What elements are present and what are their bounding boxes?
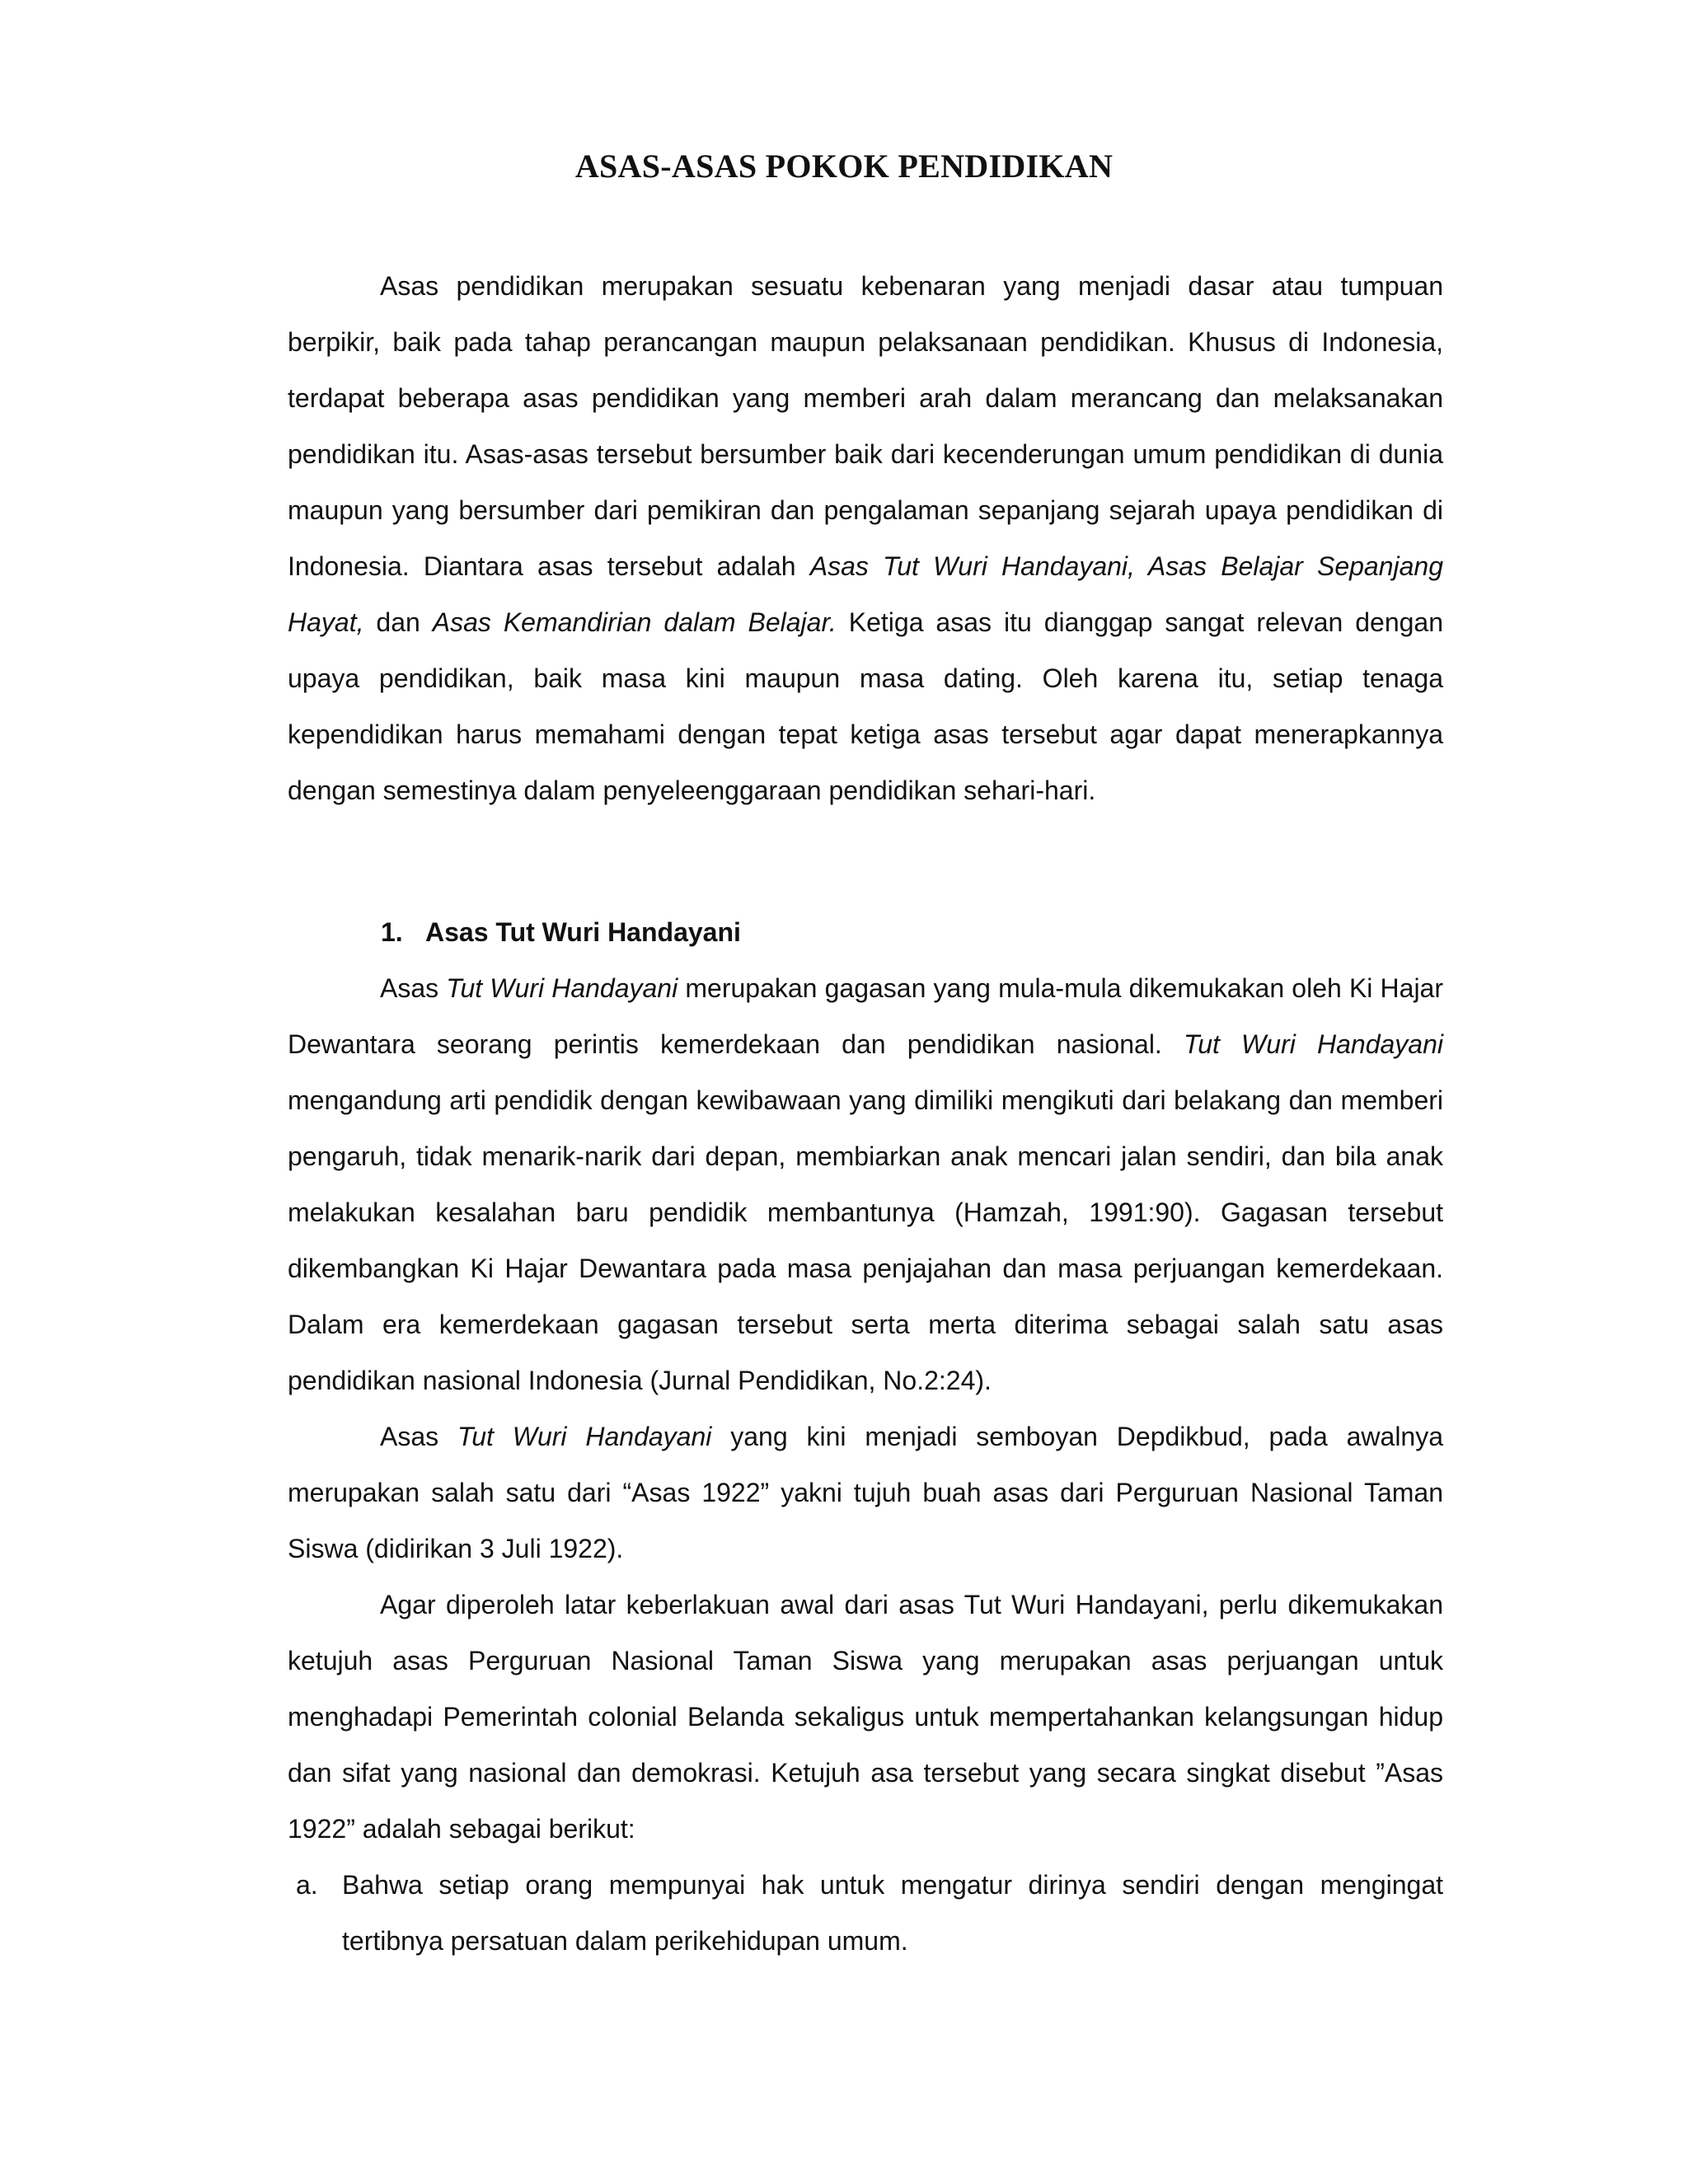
section1-paragraph-1 <box>288 960 1443 1408</box>
section1-paragraph-2 <box>288 1408 1443 1577</box>
intro-paragraph <box>288 258 1443 818</box>
section-number: 1. <box>381 917 403 947</box>
intro-italic-asas-list: Asas Tut Wuri Handayani, Asas Belajar Sepanjang Hayat, <box>288 551 1444 637</box>
section-heading <box>381 904 741 960</box>
intro-text-b: dan <box>363 607 433 637</box>
intro-italic-kemandirian: Asas Kemandirian dalam Belajar. <box>432 607 837 637</box>
list-item-text: Bahwa setiap orang mempunyai hak untuk mengatur dirinya sendiri dengan mengingat tertibnya persatuan dalam perikehidupan umum. <box>342 1870 1443 1956</box>
s1p2-italic-1: Tut Wuri Handayani <box>457 1422 712 1451</box>
s1p1-text-a: Asas <box>380 973 447 1003</box>
s1p2-text-b: yang kini menjadi semboyan Depdikbud, pada awalnya merupakan salah satu dari “Asas 1922” yakni tujuh buah asas dari Perguruan Nasional Taman Siswa (didirikan 3 Juli 1922). <box>288 1422 1444 1563</box>
document-title: ASAS-ASAS POKOK PENDIDIKAN <box>574 148 1114 185</box>
s1p1-text-b: merupakan gagasan yang mula-mula dikemukakan oleh Ki Hajar Dewantara seorang perintis kemerdekaan dan pendidikan nasional. <box>288 973 1444 1059</box>
s1p1-italic-2: Tut Wuri Handayani <box>1184 1029 1444 1059</box>
list-item <box>288 1857 1443 1969</box>
intro-section <box>288 258 1443 818</box>
section1-paragraph-3: Agar diperoleh latar keberlakuan awal dari asas Tut Wuri Handayani, perlu dikemukakan ketujuh asas Perguruan Nasional Taman Siswa yang merupakan asas perjuangan untuk menghadapi Pemerintah colonial Belanda sekaligus untuk mempertahankan kelangsungan hidup dan sifat yang nasional dan demokrasi. Ketujuh asa tersebut yang secara singkat disebut ”Asas 1922” adalah sebagai berikut: <box>288 1590 1443 1844</box>
s1p1-italic-1: Tut Wuri Handayani <box>446 973 678 1003</box>
intro-text-a: Asas pendidikan merupakan sesuatu kebenaran yang menjadi dasar atau tumpuan berpikir, baik pada tahap perancangan maupun pelaksanaan pendidikan. Khusus di Indonesia, terdapat beberapa asas pendidikan yang memberi arah dalam merancang dan melaksanakan pendidikan itu. Asas-asas tersebut bersumber baik dari kecenderungan umum pendidikan di dunia maupun yang bersumber dari pemikiran dan pengalaman sepanjang sejarah upaya pendidikan di Indonesia. Diantara asas tersebut adalah <box>288 271 1443 581</box>
intro-text-c: Ketiga asas itu dianggap sangat relevan dengan upaya pendidikan, baik masa kini maupun masa dating. Oleh karena itu, setiap tenaga kependidikan harus memahami dengan tepat ketiga asas tersebut agar dapat menerapkannya dengan semestinya dalam penyeleenggaraan pendidikan sehari-hari. <box>288 607 1444 805</box>
list-marker: a. <box>296 1870 318 1900</box>
section1-body <box>288 960 1443 1857</box>
asas-1922-list <box>288 1857 1443 1969</box>
s1p2-text-a: Asas <box>380 1422 458 1451</box>
s1p1-text-c: mengandung arti pendidik dengan kewibawaan yang dimiliki mengikuti dari belakang dan memberi pengaruh, tidak menarik-narik dari depan, membiarkan anak mencari jalan sendiri, dan bila anak melakukan kesalahan baru pendidik membantunya (Hamzah, 1991:90). Gagasan tersebut dikembangkan Ki Hajar Dewantara pada masa penjajahan dan masa perjuangan kemerdekaan. Dalam era kemerdekaan gagasan tersebut serta merta diterima sebagai salah satu asas pendidikan nasional Indonesia (Jurnal Pendidikan, No.2:24). <box>288 1085 1443 1395</box>
section-heading-text: Asas Tut Wuri Handayani <box>425 917 741 947</box>
